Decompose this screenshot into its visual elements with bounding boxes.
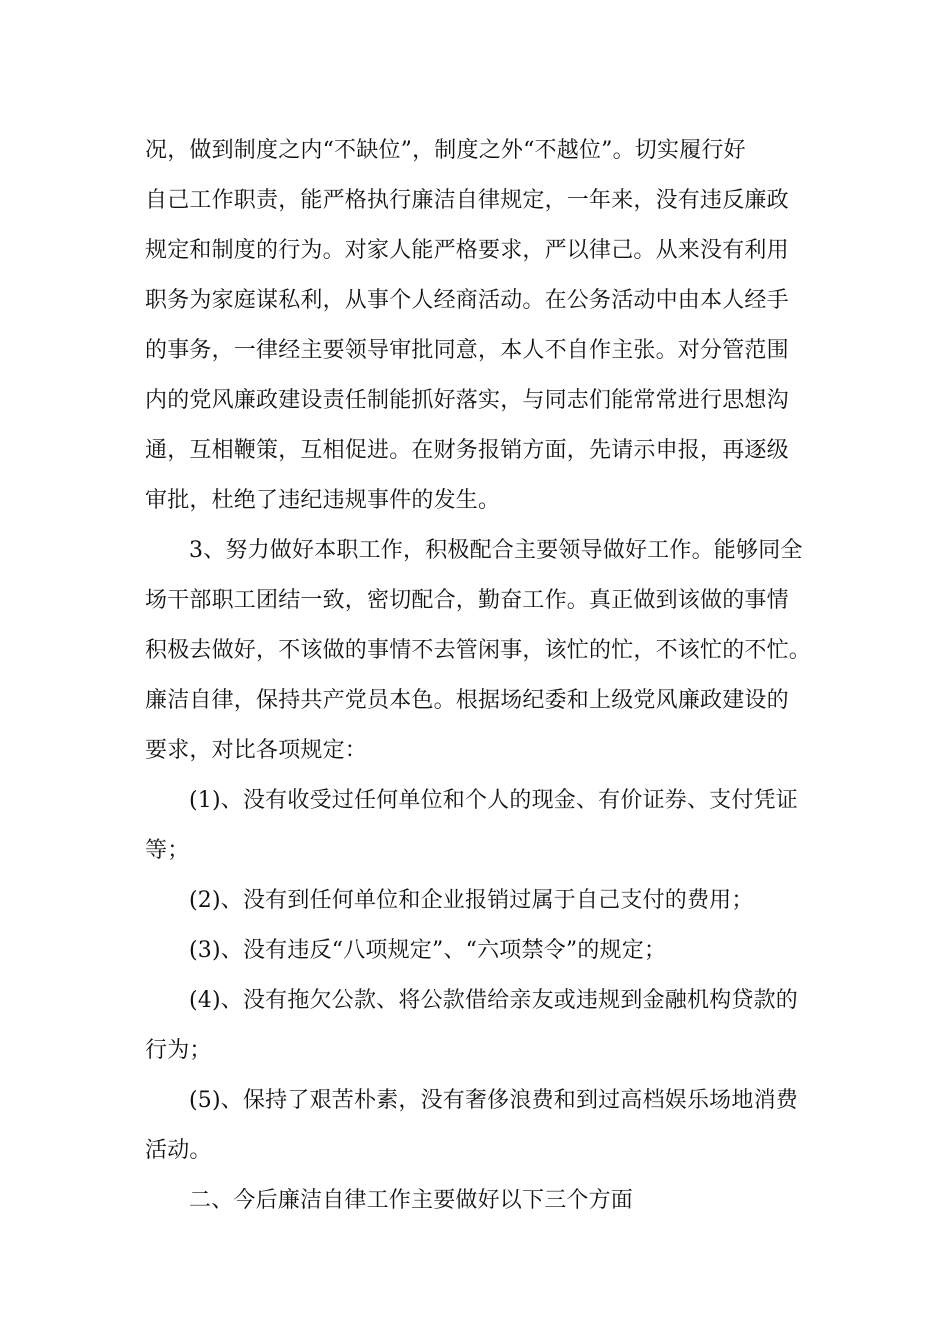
list-item-4: (4)、没有拖欠公款、将公款借给亲友或违规到金融机构贷款的 — [189, 988, 798, 1013]
text-line: 等； — [145, 838, 190, 863]
paragraph-3-start: 3、努力做好本职工作，积极配合主要领导做好工作。能够同全 — [189, 538, 803, 563]
text-line: 积极去做好，不该做的事情不去管闲事，该忙的忙，不该忙的不忙。 — [145, 638, 812, 663]
list-item-3: (3)、没有违反“八项规定”、“六项禁令”的规定； — [189, 938, 667, 963]
text-line: 职务为家庭谋私利，从事个人经商活动。在公务活动中由本人经手 — [145, 288, 789, 313]
text-line: 内的党风廉政建设责任制能抓好落实，与同志们能常常进行思想沟 — [145, 388, 789, 413]
section-heading: 二、今后廉洁自律工作主要做好以下三个方面 — [189, 1188, 634, 1213]
text-line: 要求，对比各项规定： — [145, 738, 368, 763]
text-line: 活动。 — [145, 1138, 212, 1163]
text-line: 况，做到制度之内“不缺位”，制度之外“不越位”。切实履行好 — [145, 138, 746, 163]
text-line: 规定和制度的行为。对家人能严格要求，严以律己。从来没有利用 — [145, 238, 789, 263]
list-item-1: (1)、没有收受过任何单位和个人的现金、有价证券、支付凭证 — [189, 788, 798, 813]
text-line: 的事务，一律经主要领导审批同意，本人不自作主张。对分管范围 — [145, 338, 789, 363]
list-item-2: (2)、没有到任何单位和企业报销过属于自己支付的费用； — [189, 888, 754, 913]
text-line: 审批，杜绝了违纪违规事件的发生。 — [145, 488, 501, 513]
text-line: 自己工作职责，能严格执行廉洁自律规定，一年来，没有违反廉政 — [145, 188, 789, 213]
text-line: 行为； — [145, 1038, 212, 1063]
text-line: 廉洁自律，保持共产党员本色。根据场纪委和上级党风廉政建设的 — [145, 688, 789, 713]
list-item-5: (5)、保持了艰苦朴素，没有奢侈浪费和到过高档娱乐场地消费 — [189, 1088, 798, 1113]
text-line: 场干部职工团结一致，密切配合，勤奋工作。真正做到该做的事情 — [145, 588, 789, 613]
document-body — [145, 126, 810, 1226]
text-line: 通，互相鞭策，互相促进。在财务报销方面，先请示申报，再逐级 — [145, 438, 789, 463]
